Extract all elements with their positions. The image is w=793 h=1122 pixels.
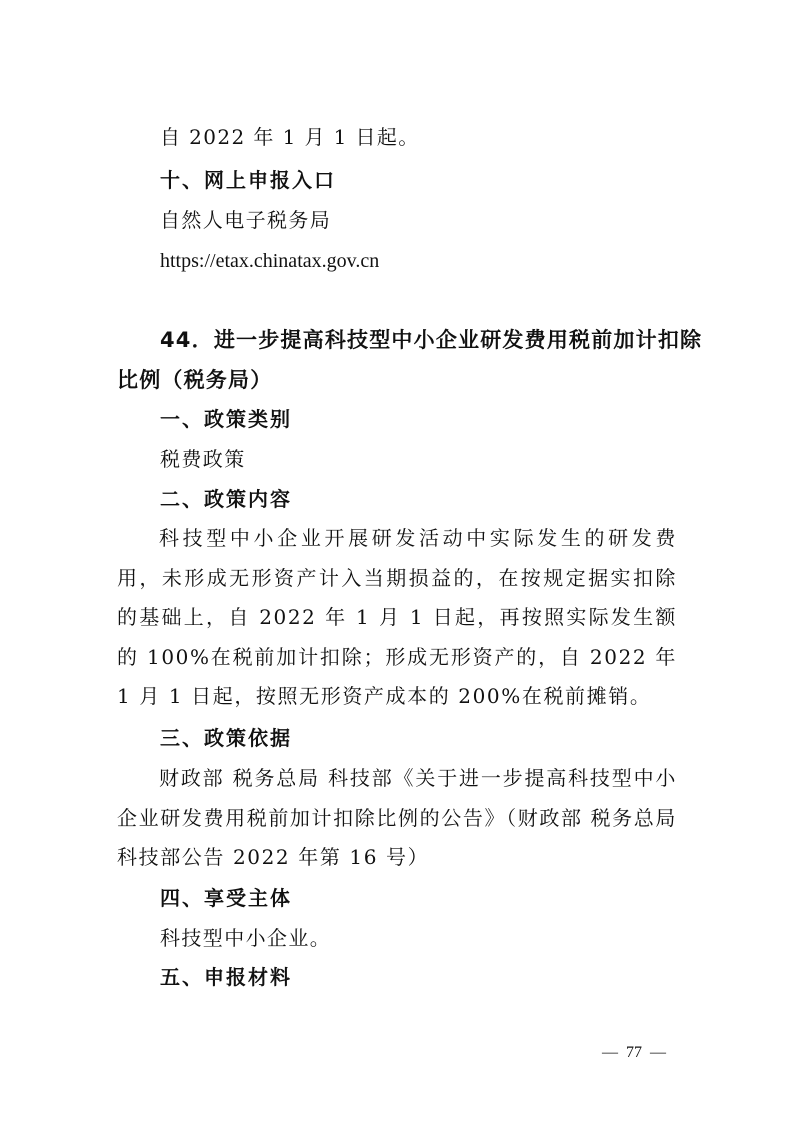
footer-dash-right: — (650, 1044, 666, 1061)
policy-basis-paragraph: 财政部 税务总局 科技部《关于进一步提高科技型中小企业研发费用税前加计扣除比例的公告》（财政部 税务总局科技部公告 2022 年第 16 号） (117, 766, 677, 869)
policy-content-paragraph: 科技型中小企业开展研发活动中实际发生的研发费用，未形成无形资产计入当期损益的，在按规定据实扣除的基础上，自 2022 年 1 月 1 日起，再按照实际发生额的 100%在税前加计扣除；形成无形资产的，自 2022 年 1 月 1 日起，按照无形资产成本的 200%在税前摊销。 (117, 526, 677, 708)
heading-policy-category: 一、政策类别 (160, 407, 292, 431)
heading-policy-content: 二、政策内容 (160, 487, 292, 511)
section-ten-heading: 十、网上申报入口 (160, 168, 336, 192)
policy-category-value: 税费政策 (160, 447, 246, 471)
heading-policy-basis: 三、政策依据 (160, 726, 292, 750)
footer-dash-left: — (602, 1044, 618, 1061)
heading-application-materials: 五、申报材料 (160, 965, 292, 989)
beneficiary-value: 科技型中小企业。 (160, 926, 332, 950)
portal-url: https://etax.chinatax.gov.cn (160, 250, 380, 272)
page-number: 77 (626, 1044, 642, 1061)
heading-beneficiary: 四、享受主体 (160, 886, 292, 910)
item-title-line-2: 比例（税务局） (117, 368, 273, 392)
page-footer (602, 1043, 666, 1063)
item-title-line-1: 44．进一步提高科技型中小企业研发费用税前加计扣除 (160, 328, 703, 352)
portal-name: 自然人电子税务局 (160, 208, 332, 232)
effective-date-line: 自 2022 年 1 月 1 日起。 (160, 125, 420, 149)
